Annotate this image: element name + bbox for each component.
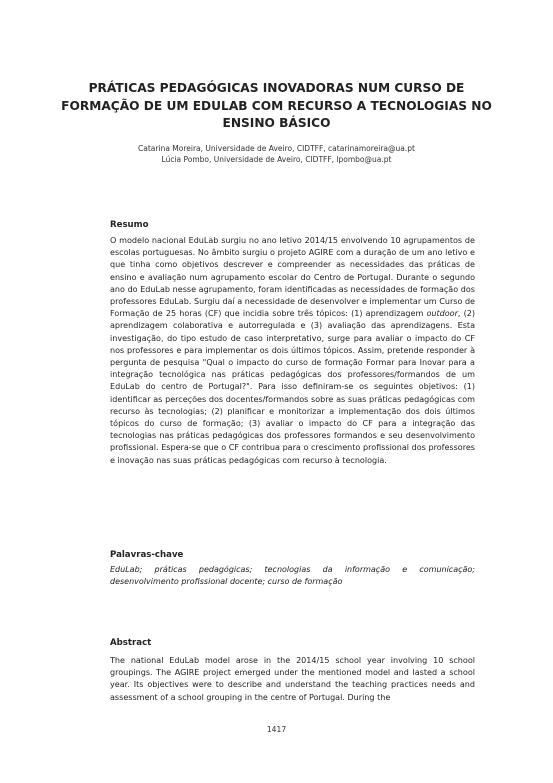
resumo-italic-word: outdoor <box>426 309 458 319</box>
keywords-text: EduLab; práticas pedagógicas; tecnologias da informação e comunicação; desenvolvimento profissional docente; curso de formação <box>110 565 475 586</box>
author-line-1: Catarina Moreira, Universidade de Aveiro, CIDTFF, catarinamoreira@ua.pt <box>138 144 415 153</box>
resumo-heading: Resumo <box>110 220 149 230</box>
abstract-section <box>110 638 475 715</box>
author-line-2: Lúcia Pombo, Universidade de Aveiro, CIDTFF, lpombo@ua.pt <box>161 155 392 164</box>
resumo-text-part-2: , (2) aprendizagem colaborativa e autorregulada e (3) avaliação das aprendizagens. Esta investigação, do tipo estudo de caso interpretativo, surge para avaliar o impacto do CF nos professores e para implementar os dois últimos tópicos. Assim, pretende responder à pergunta de pesquisa "Qual o impacto do curso de formação Formar para Inovar para a integração tecnológica nas práticas pedagógicas dos professores/formandos de um EduLab do centro de Portugal?". Para isso definiram-se os seguintes objetivos: (1) identificar as perceções dos docentes/formandos sobre as suas práticas pedagógicas com recurso às tecnologias; (2) planificar e monitorizar a implementação dos dois últimos tópicos do curso de formação; (3) avaliar o impacto do CF para a integração das tecnologias nas práticas pedagógicas dos professores formandos e seu desenvolvimento profissional. Espera-se que o CF contribua para o crescimento profissional dos professores e inovação nas suas práticas pedagógicas com recurso à tecnologia. <box>110 309 475 465</box>
resumo-text-part-1: O modelo nacional EduLab surgiu no ano letivo 2014/15 envolvendo 10 agrupamentos de escolas portuguesas. No âmbito surgiu o projeto AGIRE com a duração de um ano letivo e que tinha como objetivos descrever e compreender as necessidades das práticas de ensino e avaliação num agrupamento escolar do Centro de Portugal. Durante o segundo ano do EduLab nesse agrupamento, foram identificadas as necessidades de formação dos professores EduLab. Surgiu daí a necessidade de desenvolver e implementar um Curso de Formação de 25 horas (CF) que incidia sobre três tópicos: (1) aprendizagem <box>110 236 475 319</box>
resumo-text <box>110 235 475 467</box>
abstract-text: The national EduLab model arose in the 2014/15 school year involving 10 school groupings. The AGIRE project emerged under the mentioned model and lasted a school year. Its objectives were to describe and understand the teaching practices needs and assessment of a school grouping in the centre of Portugal. During the <box>110 656 475 702</box>
paper-title: PRÁTICAS PEDAGÓGICAS INOVADORAS NUM CURSO DE FORMAÇÃO DE UM EDULAB COM RECURSO A TECNOLOGIAS NO ENSINO BÁSICO <box>61 81 492 130</box>
page-number: 1417 <box>266 725 287 734</box>
keywords-heading: Palavras-chave <box>110 550 184 560</box>
resumo-section <box>110 220 475 467</box>
keywords-section <box>110 550 475 587</box>
abstract-heading: Abstract <box>110 638 152 648</box>
author-list <box>60 143 493 165</box>
